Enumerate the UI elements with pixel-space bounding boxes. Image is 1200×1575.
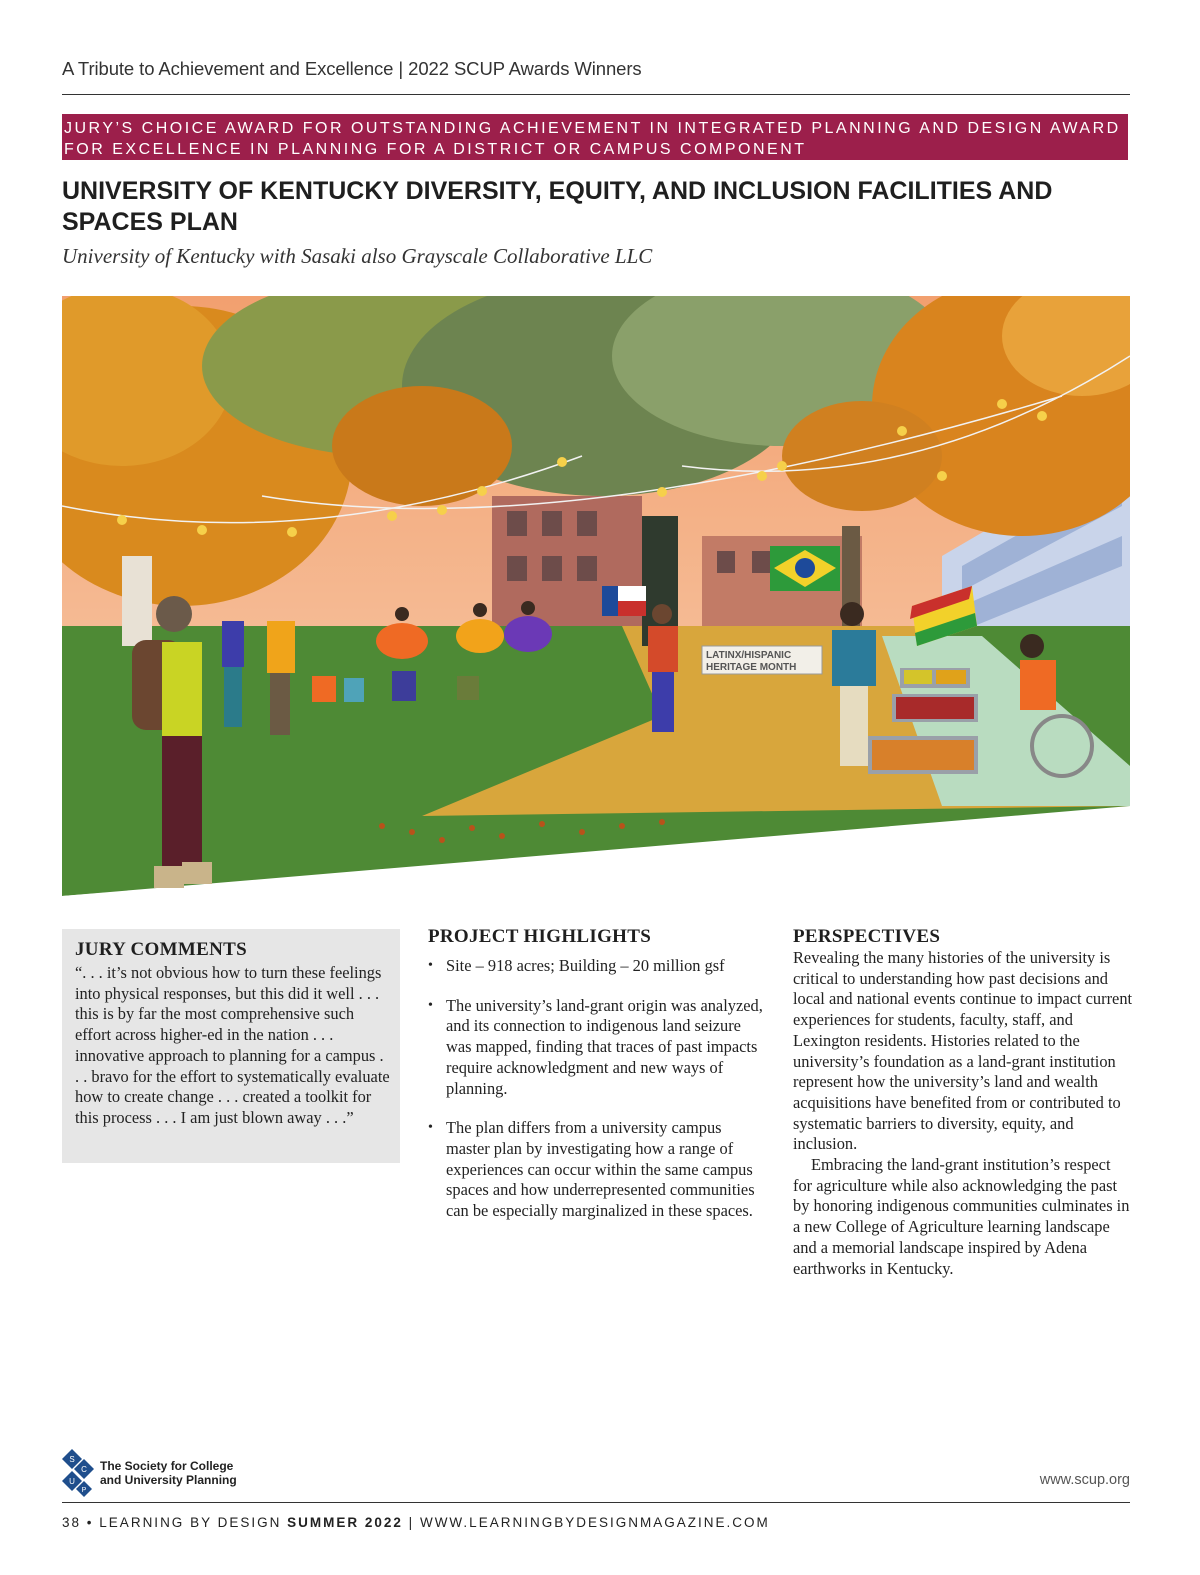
folio-bullet: • <box>86 1515 94 1530</box>
logo-letter-p: P <box>81 1487 87 1494</box>
campus-illustration <box>62 296 1130 896</box>
footer-rule <box>62 1502 1130 1503</box>
organization-name-line-1: The Society for College <box>100 1459 234 1473</box>
award-line-2: FOR EXCELLENCE IN PLANNING FOR A DISTRICT OR CAMPUS COMPONENT <box>64 141 807 158</box>
logo-letter-u: U <box>69 1477 75 1486</box>
running-head: A Tribute to Achievement and Excellence | 2022 SCUP Awards Winners <box>62 58 642 79</box>
heritage-banner <box>702 646 822 674</box>
perspectives-heading: PERSPECTIVES <box>793 926 941 947</box>
organization-name-line-2: and University Planning <box>100 1473 237 1487</box>
brazil-flag <box>770 546 840 591</box>
banner-text-line-1: LATINX/HISPANIC <box>706 650 792 661</box>
award-line-1: JURY’S CHOICE AWARD FOR OUTSTANDING ACHIEVEMENT IN INTEGRATED PLANNING AND DESIGN AWARD <box>64 120 1121 137</box>
issue-label: SUMMER 2022 <box>287 1515 403 1530</box>
page-folio <box>62 1515 770 1530</box>
jury-comments-box <box>62 929 400 1163</box>
article-title: UNIVERSITY OF KENTUCKY DIVERSITY, EQUITY, AND INCLUSION FACILITIES AND SPACES PLAN <box>62 177 1053 236</box>
campus-illustration-svg <box>62 296 1130 896</box>
header-rule <box>62 94 1130 95</box>
perspectives-paragraph-2: Embracing the land-grant institution’s respect for agriculture while also acknowledging the past by honoring indigenous communities culminates in a new College of Agriculture learning landscape and a memorial landscape inspired by Adena earthworks in Kentucky. <box>793 1155 1130 1278</box>
logo-letter-c: C <box>81 1465 87 1474</box>
project-highlights-heading: PROJECT HIGHLIGHTS <box>428 926 652 947</box>
folio-separator: | <box>408 1515 415 1530</box>
highlight-item: • Site – 918 acres; Building – 20 million gsf <box>428 956 768 977</box>
banner-text-line-2: HERITAGE MONTH <box>706 662 797 673</box>
highlight-item: • The university’s land-grant origin was analyzed, and its connection to indigenous land seizure was mapped, finding that traces of past impacts require acknowledgment and new ways of planning. <box>428 996 768 1100</box>
organization-name <box>100 1459 260 1487</box>
award-banner <box>62 114 1128 160</box>
highlights-list <box>428 956 768 1222</box>
article-byline: University of Kentucky with Sasaki also Grayscale Collaborative LLC <box>62 244 653 268</box>
jury-comments-heading: JURY COMMENTS <box>75 939 247 960</box>
scup-logo-icon <box>60 1447 100 1497</box>
scup-url-link[interactable]: www.scup.org <box>1039 1472 1130 1488</box>
perspectives-paragraph-1: Revealing the many histories of the university is critical to understanding how past decisions and local and national events continue to impact current experiences for students, faculty, staff, and Lexington residents. Histories related to the university’s foundation as a land-grant institution represent how the university’s land and wealth acquisitions have benefited from or contributed to systematic barriers to diversity, equity, and inclusion. <box>793 948 1133 1154</box>
project-highlights <box>428 926 768 1241</box>
logo-letter-s: S <box>69 1455 75 1464</box>
magazine-name: LEARNING BY DESIGN <box>99 1515 282 1530</box>
jury-comments-text: “. . . it’s not obvious how to turn these feelings into physical responses, but this did it well . . . this is by far the most comprehensive such effort across higher-ed in the nation . . . innovative approach to planning for a campus . . . bravo for the effort to systematically evaluate how to create change . . . created a toolkit for this process . . . I am just blown away . . .” <box>75 963 390 1127</box>
texas-flag <box>602 586 646 616</box>
highlight-item: • The plan differs from a university campus master plan by investigating how a range of experiences can occur within the same campus spaces and how underrepresented communities can be especially marginalized in these spaces. <box>428 1118 768 1222</box>
magazine-website-link[interactable]: WWW.LEARNINGBYDESIGNMAGAZINE.COM <box>419 1515 770 1530</box>
perspectives <box>793 926 1133 1279</box>
page-number: 38 <box>62 1515 82 1530</box>
scup-logo <box>60 1447 260 1497</box>
